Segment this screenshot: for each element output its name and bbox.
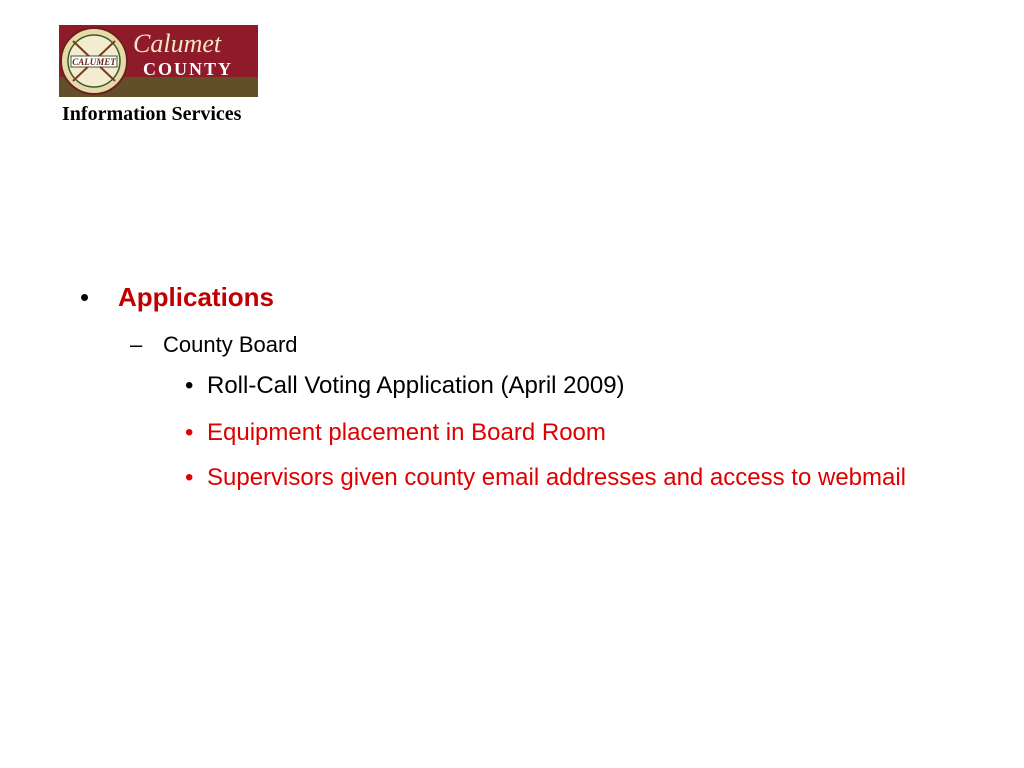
bullet-marker: • — [185, 372, 194, 399]
bullet-level1 — [80, 282, 274, 313]
department-title: Information Services — [62, 103, 242, 125]
dash-marker: – — [130, 332, 143, 357]
bullet-marker: • — [185, 464, 194, 491]
logo-county-text: COUNTY — [143, 59, 234, 79]
bullet-marker: • — [80, 282, 90, 312]
svg-text:CALUMET: CALUMET — [72, 57, 116, 67]
bullet-level3-item — [185, 367, 625, 405]
bullet-level3-item — [185, 414, 606, 452]
bullet-level2 — [130, 332, 298, 358]
bullet-roll-call-text: Roll-Call Voting Application (April 2009) — [207, 372, 625, 399]
bullet-applications-text: Applications — [118, 282, 275, 312]
bullet-supervisors-text: Supervisors given county email addresses and access to webmail — [207, 464, 907, 491]
bullet-county-board-text: County Board — [163, 332, 298, 357]
bullet-level3-item — [185, 459, 975, 497]
bullet-marker: • — [185, 419, 194, 446]
bullet-equipment-text: Equipment placement in Board Room — [207, 419, 606, 446]
logo-calumet-text: Calumet — [133, 29, 222, 58]
